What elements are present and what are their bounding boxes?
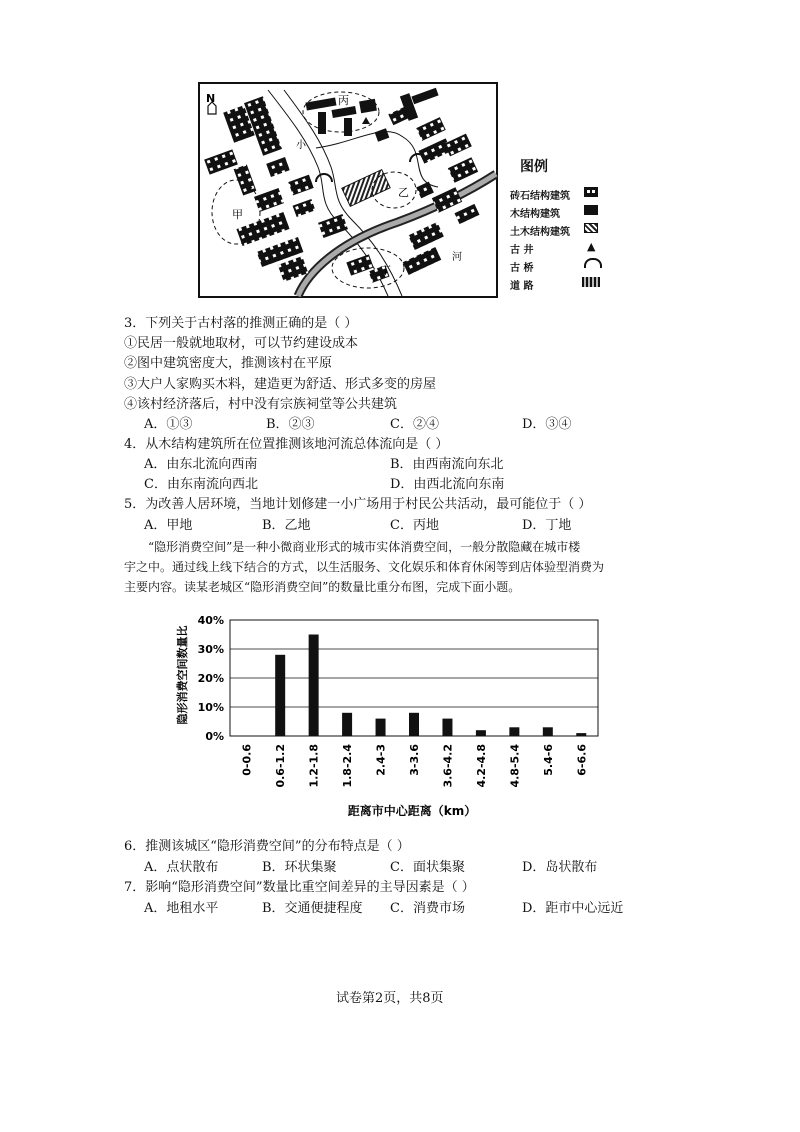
brick-building-icon xyxy=(584,187,598,197)
x-axis-label: 距离市中心距离（km） xyxy=(347,804,477,818)
legend-label: 土木结构建筑 xyxy=(510,227,570,238)
q6-option-d[interactable]: D．岛状散布 xyxy=(522,860,598,875)
wood-building-icon xyxy=(584,205,598,215)
q5-stem: 5．为改善人居环境，当地计划修建一小广场用于村民公共活动，最可能位于（ ） xyxy=(124,497,592,512)
intro-line-1: “隐形消费空间”是一种小微商业形式的城市实体消费空间，一般分散隐藏在城市楼 xyxy=(148,540,581,554)
q3-statement-4: ④该村经济落后，村中没有宗族祠堂等公共建筑 xyxy=(124,397,398,412)
y-tick-label: 40% xyxy=(197,614,224,627)
q5-option-b[interactable]: B．乙地 xyxy=(262,518,311,533)
q3-option-c[interactable]: C．②④ xyxy=(390,417,439,432)
chart-x-ticks xyxy=(241,744,589,788)
q3-statement-1: ①民居一般就地取材，可以节约建设成本 xyxy=(124,336,359,351)
earth-wood-building-icon xyxy=(584,223,598,233)
q7-option-c[interactable]: C．消费市场 xyxy=(390,901,465,916)
bar-4.2-4.8 xyxy=(476,730,486,736)
chart-bars xyxy=(275,635,586,737)
y-tick-label: 0% xyxy=(205,730,224,743)
road-icon xyxy=(582,277,600,287)
area-label-ding: 丁 xyxy=(380,264,391,277)
q3-statement-2: ②图中建筑密度大，推测该村在平原 xyxy=(124,356,333,371)
q3-option-b[interactable]: B．②③ xyxy=(266,417,315,432)
q7-option-d[interactable]: D．距市中心远近 xyxy=(522,901,624,916)
q7-option-a[interactable]: A．地租水平 xyxy=(144,901,219,916)
map-legend xyxy=(510,156,610,292)
q4-option-a[interactable]: A．由东北流向西南 xyxy=(144,457,258,472)
legend-title: 图例 xyxy=(520,159,548,175)
legend-item-bridge xyxy=(510,256,610,274)
x-tick-label: 3-3.6 xyxy=(408,744,421,776)
legend-label: 道 路 xyxy=(510,281,534,292)
y-axis-label: 隐形消费空间数量比 xyxy=(176,625,189,725)
north-label: N xyxy=(206,92,216,105)
bar-1.8-2.4 xyxy=(342,713,352,736)
bar-3-3.6 xyxy=(409,713,419,736)
legend-label: 古 桥 xyxy=(510,263,534,274)
area-label-yi: 乙 xyxy=(398,186,409,199)
x-tick-label: 4.8-5.4 xyxy=(508,744,522,788)
legend-item-brick xyxy=(510,184,610,202)
legend-label: 木结构建筑 xyxy=(510,209,560,220)
y-tick-label: 10% xyxy=(197,701,224,714)
q3-statement-3: ③大户人家购买木料，建造更为舒适、形式多变的房屋 xyxy=(124,377,437,392)
q6-option-b[interactable]: B．环状集聚 xyxy=(262,860,337,875)
q4-option-c[interactable]: C．由东南流向西北 xyxy=(144,477,258,492)
legend-item-well xyxy=(510,238,610,256)
river-label-2: 河 xyxy=(452,252,462,263)
legend-label: 古 井 xyxy=(510,245,534,256)
intro-line-3: 主要内容。读某老城区“隐形消费空间”的数量比重分布图，完成下面小题。 xyxy=(124,580,521,594)
bar-3.6-4.2 xyxy=(442,719,452,736)
legend-item-earth-wood xyxy=(510,220,610,238)
x-tick-label: 6-6.6 xyxy=(575,744,589,776)
intro-line-2: 宇之中。通过线上线下结合的方式，以生活服务、文化娱乐和体育休闲等到店体验型消费为 xyxy=(124,560,605,574)
ancient-bridge-icon xyxy=(584,258,602,268)
river-label-1: 小 xyxy=(296,140,306,151)
q5-option-c[interactable]: C．丙地 xyxy=(390,518,439,533)
q3-stem: 3．下列关于古村落的推测正确的是（ ） xyxy=(124,316,358,331)
x-tick-label: 0.6-1.2 xyxy=(274,744,288,788)
x-tick-label: 1.2-1.8 xyxy=(307,744,321,788)
x-tick-label: 0-0.6 xyxy=(240,744,254,776)
x-tick-label: 5.4-6 xyxy=(541,744,555,776)
bar-0.6-1.2 xyxy=(275,655,285,736)
x-tick-label: 3.6-4.2 xyxy=(441,744,455,788)
page-footer: 试卷第2页，共8页 xyxy=(336,991,444,1006)
bar-1.2-1.8 xyxy=(309,635,319,737)
legend-item-road xyxy=(510,274,610,292)
ancient-well-icon: ▲ xyxy=(587,240,596,253)
q6-option-c[interactable]: C．面状集聚 xyxy=(390,860,465,875)
x-tick-label: 1.8-2.4 xyxy=(341,744,355,788)
y-tick-label: 30% xyxy=(197,643,224,656)
q6-option-a[interactable]: A．点状散布 xyxy=(144,860,219,875)
bar-chart xyxy=(170,605,610,830)
q5-option-a[interactable]: A．甲地 xyxy=(144,518,193,533)
q7-option-b[interactable]: B．交通便捷程度 xyxy=(262,901,363,916)
q3-option-d[interactable]: D．③④ xyxy=(522,417,572,432)
q6-stem: 6．推测该城区“隐形消费空间”的分布特点是（ ） xyxy=(124,839,410,854)
legend-item-wood xyxy=(510,202,610,220)
x-tick-label: 2.4-3 xyxy=(374,744,388,776)
bar-2.4-3 xyxy=(376,719,386,736)
q3-option-a[interactable]: A．①③ xyxy=(144,417,193,432)
q4-option-d[interactable]: D．由西北流向东南 xyxy=(390,477,505,492)
q4-stem: 4．从木结构建筑所在位置推测该地河流总体流向是（ ） xyxy=(124,437,449,452)
area-label-bing: 丙 xyxy=(338,94,349,107)
village-map xyxy=(198,82,498,298)
bar-4.8-5.4 xyxy=(509,727,519,736)
y-tick-label: 20% xyxy=(197,672,224,685)
x-tick-label: 4.2-4.8 xyxy=(474,744,488,788)
chart-y-ticks xyxy=(198,614,224,743)
legend-label: 砖石结构建筑 xyxy=(510,191,570,202)
q7-stem: 7．影响“隐形消费空间”数量比重空间差异的主导因素是（ ） xyxy=(124,880,475,895)
q4-option-b[interactable]: B．由西南流向东北 xyxy=(390,457,504,472)
area-label-jia: 甲 xyxy=(232,208,243,221)
bar-5.4-6 xyxy=(543,727,553,736)
q5-option-d[interactable]: D．丁地 xyxy=(522,518,572,533)
bar-6-6.6 xyxy=(576,733,586,736)
